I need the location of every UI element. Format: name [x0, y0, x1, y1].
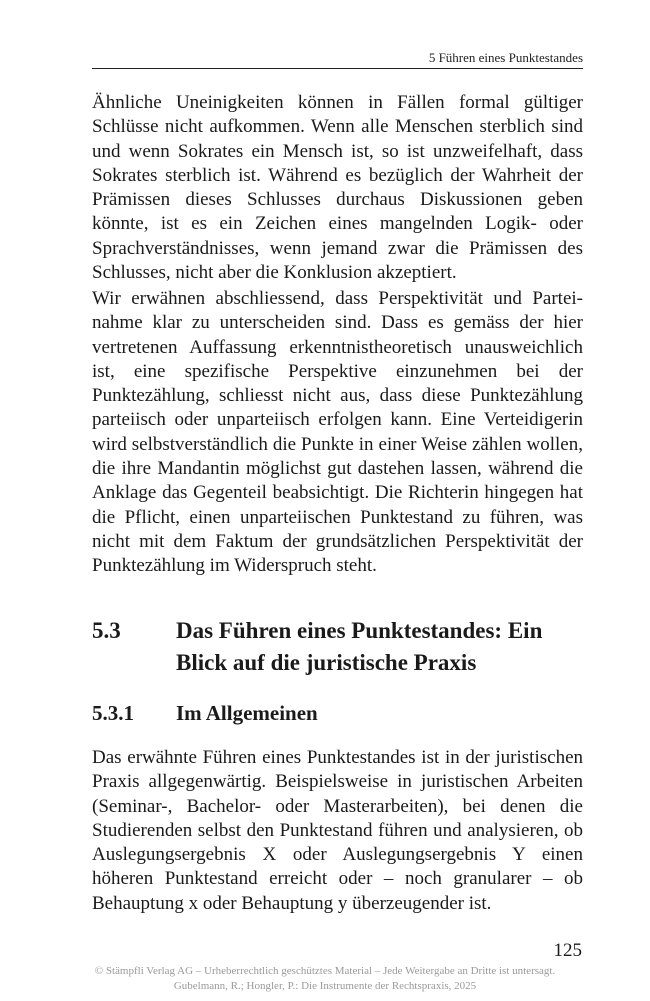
subsection-heading: [92, 699, 583, 729]
paragraph-text: Ähnliche Uneinigkeiten können in Fällen formal gültiger Schlüsse nicht aufkommen. Wenn alle Menschen sterblich sind und wenn Sokrates ein Mensch ist, so ist unzweifelhaft, dass Sokrates sterblich ist. Während es bezüglich der Wahrheit der Prämissen dieses Schlusses durchaus Diskussionen geben könnte, ist es ein Zeichen eines mangelnden Logik- oder Sprachverständnisses, wenn jemand zwar die Prämissen des Schlusses, nicht aber die Konklusion akzeptiert.: [92, 92, 583, 284]
header-rule: [92, 68, 583, 69]
paragraph-text: Wir erwähnen abschliessend, dass Perspektivität und Parteinahme klar zu unterscheiden sind. Dass es gemäss der hier vertretenen Auffassung erkenntnistheoretisch unausweichlich ist, eine spezifische Perspektive einzunehmen bei der Punktezählung, schliesst nicht aus, dass diese Punktezählung parteiisch oder unparteiisch erfolgen kann. Eine Verteidigerin wird selbstverständlich die Punkte in einer Weise zählen wollen, die ihre Mandantin möglichst gut dastehen lassen, während die Anklage das Gegenteil beabsichtigt. Die Richterin hingegen hat die Pflicht, einen unparteiischen Punktestand zu führen, was nicht mit dem Faktum der grundsätzlichen Perspektivität der Punktezählung im Widerspruch steht.: [92, 288, 583, 577]
subsection-number: 5.3.1: [92, 701, 134, 725]
copyright-footer: © Stämpfli Verlag AG – Urheberrechtlich geschütztes Material – Jede Weitergabe an Dritte ist untersagt.: [94, 965, 556, 977]
paragraph-text: Das erwähnte Führen eines Punktestandes ist in der juristischen Praxis allgegenwärtig. Beispielsweise in juristischen Arbeiten (Seminar-, Bachelor- oder Masterarbeiten), bei denen die Studierenden selbst den Punktestand führen und analysieren, ob Auslegungsergebnis X oder Auslegungsergebnis Y einen höheren Punktestand erreicht oder – noch granularer – ob Behauptung x oder Behauptung y überzeugender ist.: [92, 747, 583, 914]
section-heading: [92, 615, 583, 685]
section-number: 5.3: [92, 618, 121, 643]
page-number: 125: [553, 940, 582, 961]
citation-footer: Gubelmann, R.; Hongler, P.: Die Instrumente der Rechtspraxis, 2025: [173, 980, 477, 992]
running-header: 5 Führen eines Punktestandes: [428, 50, 583, 65]
paragraph-3: [92, 746, 583, 916]
subsection-title: Im Allgemeinen: [176, 701, 318, 725]
paragraph-2: [92, 287, 583, 579]
paragraph-1: [92, 91, 583, 285]
section-title: Das Führen eines Punktestandes: Ein Blick auf die juristische Praxis: [176, 618, 543, 675]
